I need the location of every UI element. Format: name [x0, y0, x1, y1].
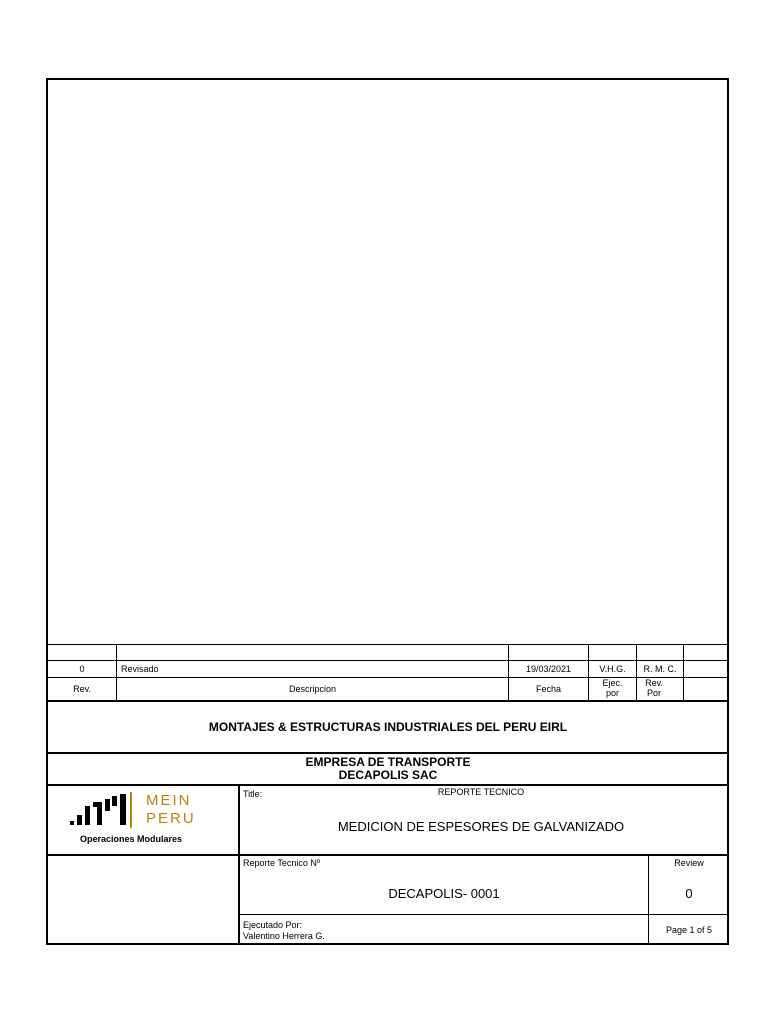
logo-word-mein: MEIN: [146, 792, 192, 809]
title-block-divider: [238, 785, 240, 945]
rev-header-description: Descripcion: [288, 684, 337, 694]
executed-by-block: [243, 920, 325, 942]
report-title: MEDICION DE ESPESORES DE GALVANIZADO: [337, 819, 625, 834]
rev-header-reviewed-line2: Por: [646, 688, 661, 698]
executed-by-name: Valentino Herrera G.: [243, 931, 325, 941]
title-block-mid-line: [47, 854, 729, 856]
rev-header-executed-line2: por: [605, 688, 619, 698]
rev-table-top-line: [47, 644, 729, 645]
rev-executed-by: V.H.G.: [599, 664, 626, 674]
rev-header-rev: Rev.: [73, 684, 91, 694]
client-line1: EMPRESA DE TRANSPORTE: [305, 755, 471, 769]
company-name: MONTAJES & ESTRUCTURAS INDUSTRIALES DEL PERU EIRL: [208, 720, 568, 734]
rev-table-divider: [683, 644, 684, 700]
title-label: Title:: [243, 789, 263, 799]
logo-tagline: Operaciones Modulares: [80, 834, 183, 844]
logo-word-peru: PERU: [146, 810, 196, 827]
rev-number: 0: [79, 664, 85, 674]
rev-description: Revisado: [121, 664, 159, 674]
company-bottom-line: [47, 752, 729, 754]
page-indicator: Page 1 of 5: [665, 925, 713, 935]
review-label: Review: [674, 858, 704, 868]
review-value: 0: [685, 886, 693, 901]
company-logo: [62, 790, 232, 850]
report-number-value: DECAPOLIS- 0001: [388, 886, 500, 901]
client-line2: DECAPOLIS SAC: [338, 768, 438, 782]
rev-header-executed-line1: Ejec.: [602, 678, 623, 688]
executed-by-label: Ejecutado Por:: [243, 920, 303, 930]
rev-date: 19/03/2021: [525, 664, 572, 674]
rev-reviewed-by: R. M. C.: [643, 664, 677, 674]
rev-header-reviewed-line1: Rev.: [645, 678, 663, 688]
rev-header-date: Fecha: [535, 684, 561, 694]
rev-header-reviewed-by: [637, 678, 671, 700]
report-number-label: Reporte Tecnico Nº: [243, 858, 321, 868]
title-block-low-line: [239, 914, 729, 915]
report-type: REPORTE TECNICO: [437, 787, 525, 797]
rev-header-executed-by: [589, 678, 636, 700]
client-bottom-line: [47, 784, 729, 786]
client-block: [48, 756, 728, 782]
bars-logo-icon: [66, 792, 146, 828]
